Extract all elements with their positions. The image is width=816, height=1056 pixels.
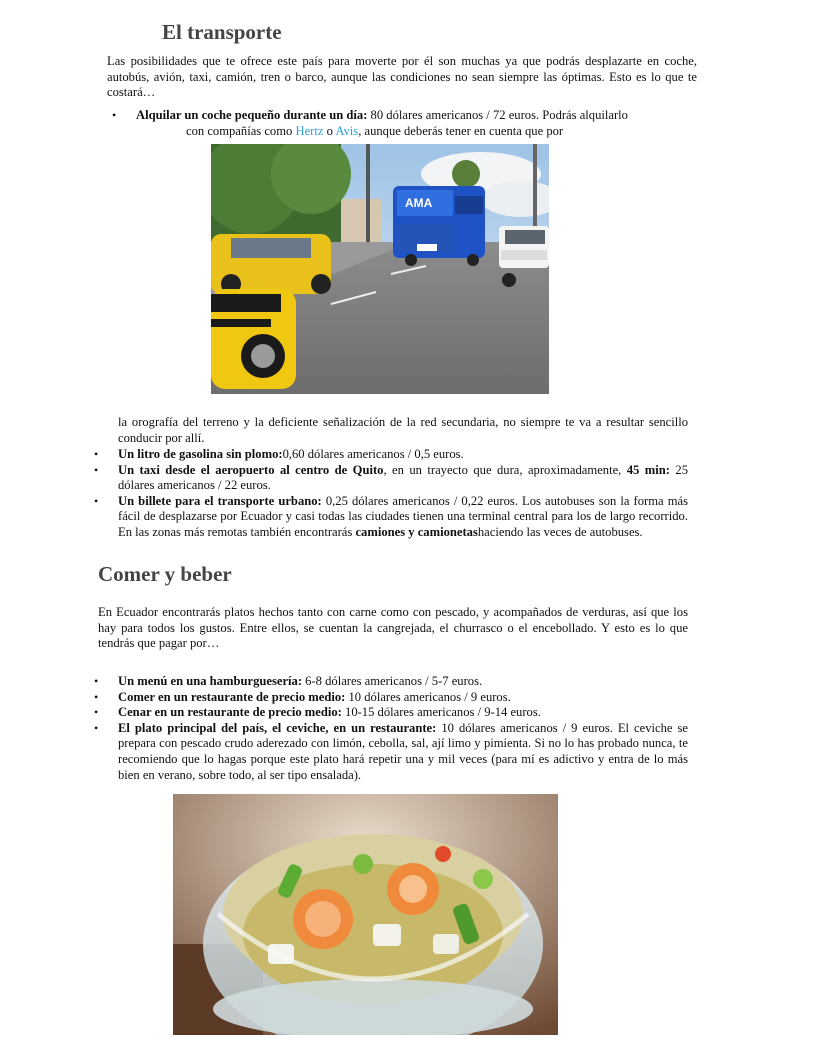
rental-line2-pre: con compañías como (186, 124, 296, 138)
bullet: • (94, 689, 99, 704)
street-traffic-photo (211, 144, 549, 394)
bullet: • (94, 674, 99, 688)
list-item (94, 493, 688, 541)
list-item (94, 674, 688, 690)
bullet: • (94, 705, 99, 720)
list-item (94, 447, 688, 463)
svg-text:AMA: AMA (405, 196, 433, 210)
bullet: • (94, 720, 99, 735)
rental-bold: Alquilar un coche pequeño durante un día: (136, 108, 368, 122)
item-text-2: 25 dólares americanos / 22 euros. (118, 462, 688, 493)
street-traffic-image (211, 144, 549, 394)
hertz-link[interactable]: Hertz (295, 124, 324, 138)
list-item (94, 689, 688, 706)
list-item (94, 462, 688, 494)
item-bold: Comer en un restaurante de precio medio: (118, 689, 346, 704)
bullet: • (94, 447, 99, 461)
ceviche-image (173, 794, 558, 1035)
rental-continuation: la orografía del terreno y la deficiente señalización de la red secundaria, no siempre te va a resultar sencillo conducir por allí. (118, 415, 688, 445)
rental-text: 80 dólares americanos / 72 euros. Podrás alquilarlo (367, 108, 628, 122)
food-cost-list (94, 674, 689, 783)
item-text: 0,25 dólares americanos / 0,22 euros. Los autobuses son la forma más fácil de desplazarse por Ecuador y casi todas las ciudades tienen una terminal central para los de largo recorrido. En las zonas más remotas también encontrarás (118, 493, 688, 539)
item-bold-2: 45 min: (626, 462, 670, 477)
ceviche-photo (173, 794, 558, 1035)
transport-cost-list (94, 447, 688, 541)
item-text: , en un trayecto que dura, aproximadamente, (383, 462, 627, 477)
item-bold: Un billete para el transporte urbano: (118, 493, 322, 508)
rental-line-2 (186, 124, 696, 140)
rental-line2-post: , aunque deberás tener en cuenta que por (358, 124, 564, 138)
food-intro: En Ecuador encontrarás platos hechos tanto con carne como con pescado, y acompañados de verduras, así que los hay para todos los gustos. Entre ellos, se cuentan la cangrejada, el churrasco o el encebollado. Y esto es lo que tendrás que pagar por… (98, 605, 688, 651)
item-bold: Cenar en un restaurante de precio medio: (118, 705, 342, 720)
rental-item (136, 108, 696, 124)
item-bold: Un litro de gasolina sin plomo: (118, 447, 283, 461)
item-bold: Un taxi desde el aeropuerto al centro de Quito (118, 462, 384, 477)
list-item (94, 705, 688, 721)
section-title-food: Comer y beber (98, 562, 232, 586)
bullet: • (112, 108, 117, 122)
transport-intro: Las posibilidades que te ofrece este país para moverte por él son muchas ya que podrás desplazarte en coche, autobús, avión, taxi, camión, tren o barco, aunque las condiciones no sean siempre las óptimas. Esto es lo que te costará… (107, 54, 697, 100)
bullet: • (94, 462, 99, 477)
item-text: 10-15 dólares americanos / 9-14 euros. (341, 705, 541, 720)
item-text: 6-8 dólares americanos / 5-7 euros. (302, 674, 483, 688)
item-bold-2: camiones y camionetas (355, 524, 478, 539)
item-text: 10 dólares americanos / 9 euros. (345, 689, 511, 704)
rental-mid: o (323, 124, 336, 138)
item-bold: Un menú en una hamburguesería: (118, 674, 303, 688)
list-item (94, 720, 689, 783)
item-text: 0,60 dólares americanos / 0,5 euros. (282, 447, 464, 461)
item-bold: El plato principal del país, el ceviche, en un restaurante: (118, 720, 437, 735)
bullet: • (94, 493, 99, 508)
item-text: 10 dólares americanos / 9 euros. El ceviche se prepara con pescado crudo aderezado con limón, cebolla, sal, ají limo y pimienta. Si no lo has probado nunca, te recomiendo que lo hagas porque este plato hará repetir una y mil veces (para mí es adictivo y entra de lo más bien en verano, sobre todo, al ser tipo ensalada). (118, 720, 689, 782)
item-text-2: haciendo las veces de autobuses. (477, 524, 643, 539)
avis-link[interactable]: Avis (335, 124, 359, 138)
section-title-transport: El transporte (162, 20, 282, 44)
